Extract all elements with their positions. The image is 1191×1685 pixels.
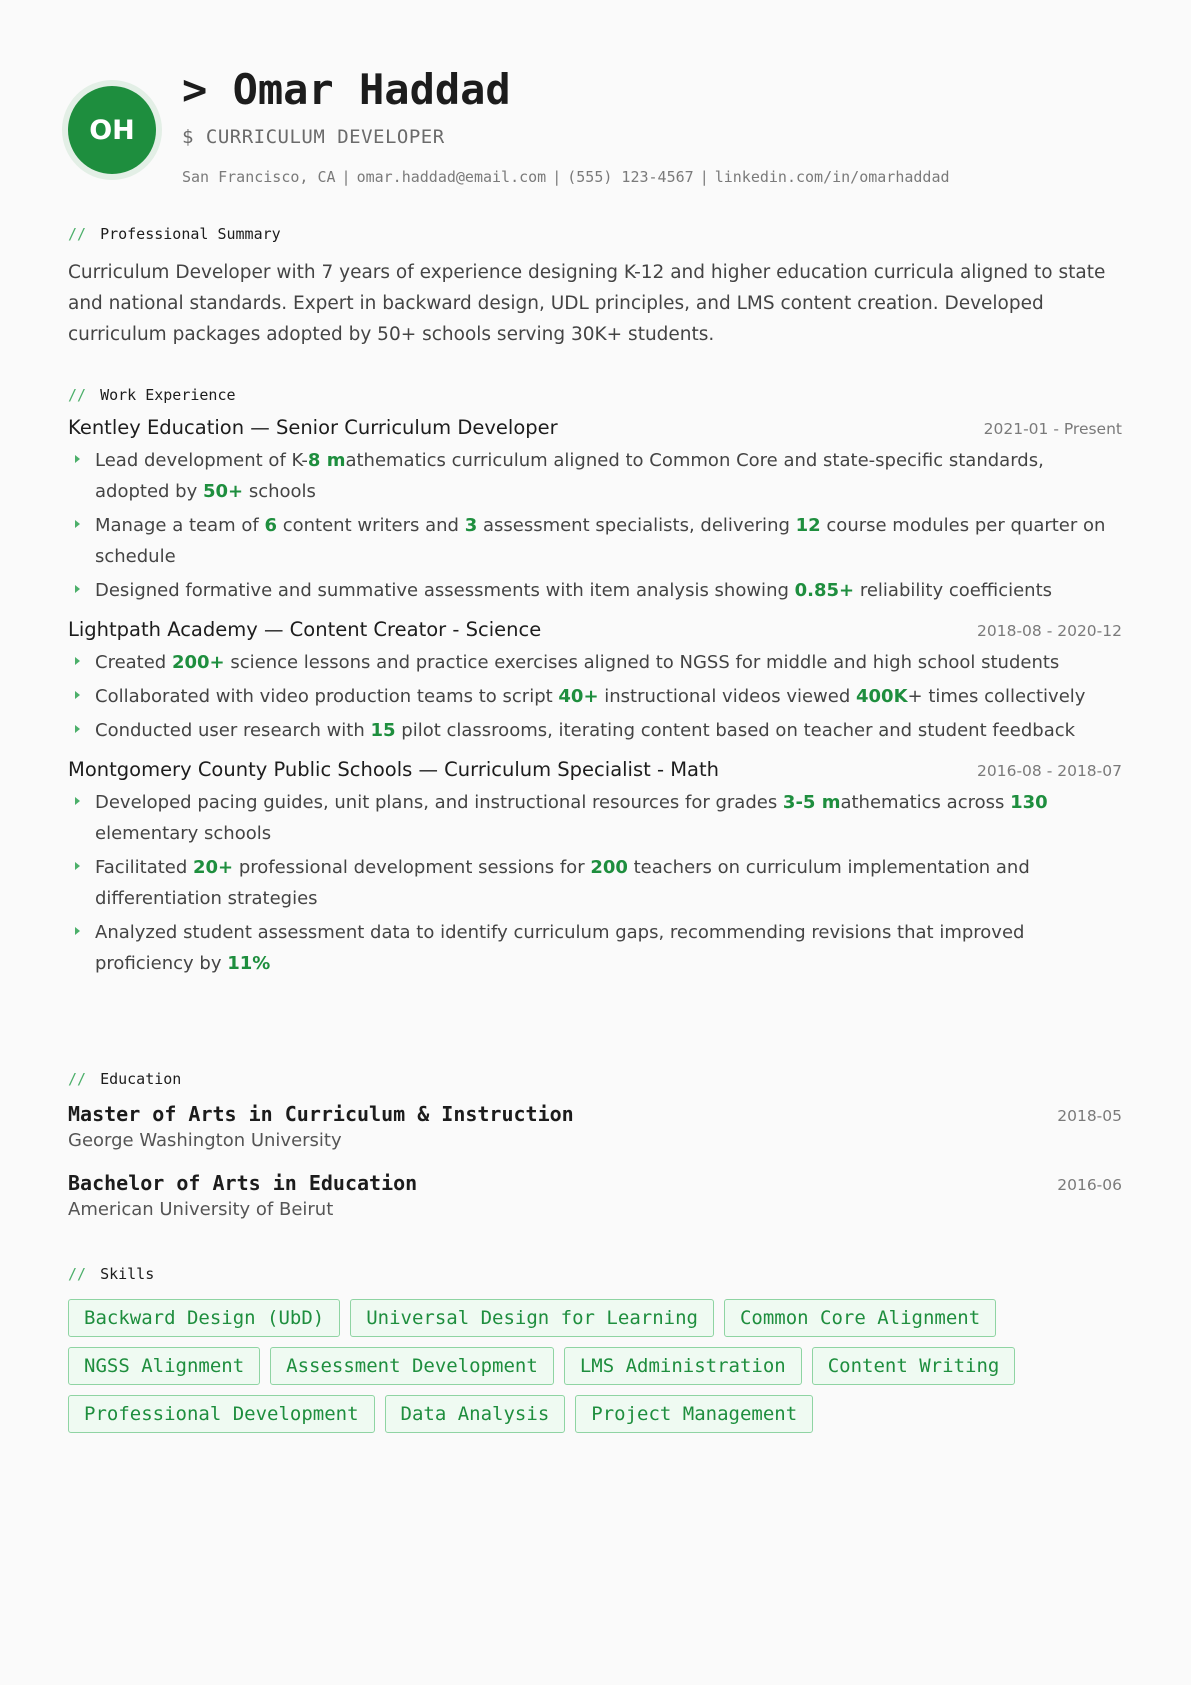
bullet-text: instructional videos viewed <box>598 686 856 707</box>
degree-title: Bachelor of Arts in Education <box>68 1171 418 1195</box>
highlight-metric: 12 <box>795 515 821 536</box>
highlight-metric: 400K <box>856 686 908 707</box>
highlight-metric: 0.85+ <box>794 580 855 601</box>
bullet-text: Created <box>95 652 172 673</box>
skill-tag: Data Analysis <box>385 1395 566 1433</box>
bullet-text: Analyzed student assessment data to identify curriculum gaps, recommending revisions that improved proficiency by <box>95 922 1025 974</box>
section-prefix: // <box>68 1265 87 1283</box>
bullet-text: Facilitated <box>95 857 193 878</box>
job-entry <box>68 758 1122 979</box>
section-title: Skills <box>100 1265 155 1283</box>
skill-tag: Content Writing <box>812 1347 1016 1385</box>
job-entry <box>68 416 1122 606</box>
job-header <box>68 416 1122 439</box>
job-header <box>68 758 1122 781</box>
job-header <box>68 618 1122 641</box>
bullet-item <box>68 681 1122 712</box>
bullet-item <box>68 787 1122 849</box>
avatar <box>68 86 156 174</box>
bullet-text: content writers and <box>277 515 465 536</box>
skill-tag: Professional Development <box>68 1395 375 1433</box>
education-row <box>68 1171 1122 1195</box>
skill-tag: Common Core Alignment <box>724 1299 996 1337</box>
bullet-text: Collaborated with video production teams to script <box>95 686 559 707</box>
section-prefix: // <box>68 225 87 243</box>
education-section <box>68 1068 1122 1220</box>
section-prefix: // <box>68 386 87 404</box>
skill-tag: Assessment Development <box>270 1347 554 1385</box>
highlight-metric: 8 m <box>307 450 346 471</box>
candidate-name: > Omar Haddad <box>182 65 511 114</box>
bullet-item <box>68 715 1122 746</box>
bullet-item <box>68 510 1122 572</box>
job-dates: 2021-01 - Present <box>983 420 1122 438</box>
skill-tags <box>68 1299 1128 1433</box>
job-title: Lightpath Academy — Content Creator - Science <box>68 618 542 641</box>
summary-section <box>68 223 1122 350</box>
skill-tag: Backward Design (UbD) <box>68 1299 340 1337</box>
contact-linkedin[interactable]: linkedin.com/in/omarhaddad <box>714 168 950 186</box>
bullet-item <box>68 445 1122 507</box>
degree-title: Master of Arts in Curriculum & Instruction <box>68 1102 574 1126</box>
section-heading <box>68 223 1122 245</box>
bullet-text: Designed formative and summative assessments with item analysis showing <box>95 580 795 601</box>
job-bullets <box>68 445 1122 606</box>
highlight-metric: 3-5 m <box>782 792 841 813</box>
contact-line <box>182 168 1122 186</box>
contact-phone: (555) 123-4567 <box>567 168 694 186</box>
header-text <box>182 64 1122 186</box>
section-prefix: // <box>68 1070 87 1088</box>
skills-section <box>68 1263 1122 1433</box>
skill-tag: LMS Administration <box>564 1347 802 1385</box>
bullet-text: reliability coefficients <box>854 580 1053 601</box>
highlight-metric: 130 <box>1010 792 1048 813</box>
contact-separator: | <box>552 168 562 186</box>
bullet-text: course modules per quarter on schedule <box>95 515 1106 567</box>
bullet-item <box>68 575 1122 606</box>
section-title: Work Experience <box>100 386 236 404</box>
bullet-text: science lessons and practice exercises aligned to NGSS for middle and high school students <box>224 652 1060 673</box>
section-heading <box>68 1263 1122 1285</box>
bullet-text: Lead development of K- <box>95 450 308 471</box>
work-section <box>68 384 1122 982</box>
highlight-metric: 20+ <box>193 857 234 878</box>
bullet-item <box>68 852 1122 914</box>
highlight-metric: 3 <box>464 515 478 536</box>
school-name: American University of Beirut <box>68 1199 334 1220</box>
highlight-metric: 6 <box>264 515 277 536</box>
job-entry <box>68 618 1122 746</box>
avatar-initials: OH <box>89 114 135 146</box>
highlight-metric: 200+ <box>171 652 225 673</box>
education-entry <box>68 1102 1122 1151</box>
education-date: 2018-05 <box>1057 1107 1122 1125</box>
skill-tag: Project Management <box>575 1395 813 1433</box>
summary-text: Curriculum Developer with 7 years of experience designing K-12 and higher education curricula aligned to state and national standards. Expert in backward design, UDL principles, and LMS content creation. Developed curriculum packages adopted by 50+ schools serving 30K+ students. <box>68 262 1106 345</box>
section-title: Professional Summary <box>100 225 281 243</box>
education-entry <box>68 1171 1122 1220</box>
bullet-text: Manage a team of <box>95 515 265 536</box>
contact-separator: | <box>699 168 709 186</box>
bullet-item <box>68 647 1122 678</box>
bullet-text: pilot classrooms, iterating content based on teacher and student feedback <box>395 720 1076 741</box>
job-bullets <box>68 787 1122 979</box>
highlight-metric: 11% <box>227 953 271 974</box>
education-row <box>68 1102 1122 1126</box>
contact-location: San Francisco, CA <box>182 168 336 186</box>
contact-email[interactable]: omar.haddad@email.com <box>356 168 547 186</box>
bullet-text: Conducted user research with <box>95 720 371 741</box>
section-title: Education <box>100 1070 182 1088</box>
bullet-text: athematics curriculum aligned to Common Core and state-specific standards, adopted by <box>95 450 1044 502</box>
section-heading <box>68 1068 1122 1090</box>
bullet-text: teachers on curriculum implementation and differentiation strategies <box>95 857 1030 909</box>
education-date: 2016-06 <box>1057 1176 1122 1194</box>
bullet-text: athematics across <box>840 792 1011 813</box>
contact-separator: | <box>341 168 351 186</box>
job-bullets <box>68 647 1122 746</box>
highlight-metric: 15 <box>370 720 396 741</box>
bullet-text: professional development sessions for <box>233 857 591 878</box>
job-dates: 2018-08 - 2020-12 <box>977 622 1122 640</box>
job-list <box>68 416 1122 979</box>
bullet-text: assessment specialists, delivering <box>477 515 796 536</box>
job-title: Montgomery County Public Schools — Curriculum Specialist - Math <box>68 758 719 781</box>
job-dates: 2016-08 - 2018-07 <box>977 762 1122 780</box>
bullet-text: elementary schools <box>95 823 272 844</box>
highlight-metric: 50+ <box>202 481 244 502</box>
bullet-text: Developed pacing guides, unit plans, and instructional resources for grades <box>95 792 783 813</box>
bullet-text: + times collectively <box>907 686 1086 707</box>
school-name: George Washington University <box>68 1130 342 1151</box>
job-title: Kentley Education — Senior Curriculum Developer <box>68 416 558 439</box>
highlight-metric: 200 <box>590 857 628 878</box>
highlight-metric: 40+ <box>558 686 599 707</box>
section-heading <box>68 384 1122 406</box>
bullet-text: schools <box>243 481 316 502</box>
skill-tag: Universal Design for Learning <box>350 1299 714 1337</box>
candidate-title: $ CURRICULUM DEVELOPER <box>182 126 445 148</box>
skill-tag: NGSS Alignment <box>68 1347 260 1385</box>
bullet-item <box>68 917 1122 979</box>
